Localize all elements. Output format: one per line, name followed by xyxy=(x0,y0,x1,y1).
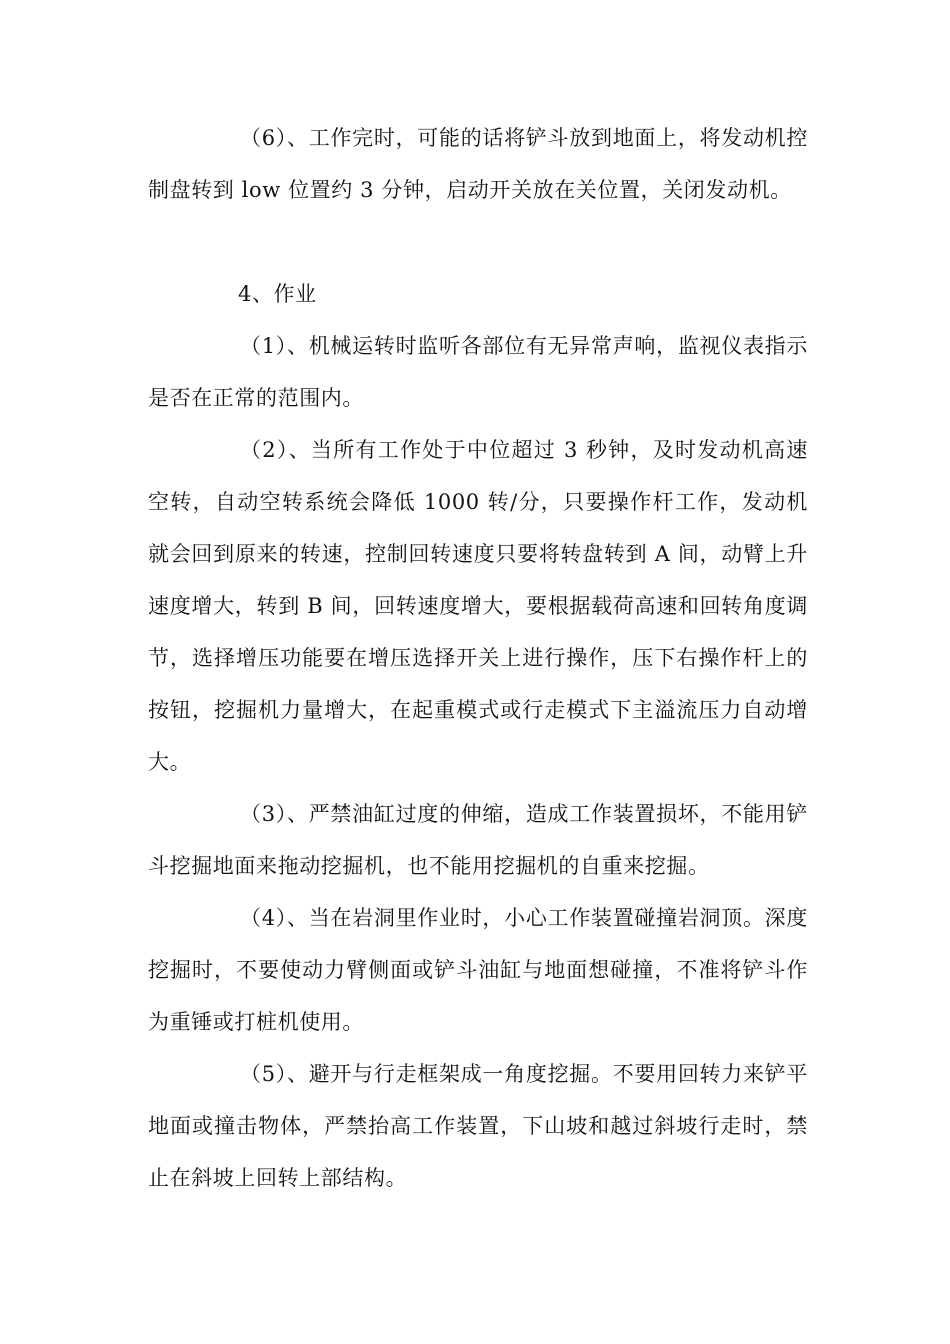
section-heading-operation: 4、作业 xyxy=(238,282,317,306)
paragraph-op-4: （4）、当在岩洞里作业时，小心工作装置碰撞岩洞顶。深度挖掘时，不要使动力臂侧面或铲斗油缸与地面想碰撞，不准将铲斗作为重锤或打桩机使用。 xyxy=(148,906,808,1034)
paragraph-op-5: （5）、避开与行走框架成一角度挖掘。不要用回转力来铲平地面或撞击物体，严禁抬高工作装置，下山坡和越过斜坡行走时，禁止在斜坡上回转上部结构。 xyxy=(148,1062,808,1190)
paragraph-op-1: （1）、机械运转时监听各部位有无异常声响，监视仪表指示是否在正常的范围内。 xyxy=(148,334,808,410)
paragraph-op-2: （2）、当所有工作处于中位超过 3 秒钟，及时发动机高速空转，自动空转系统会降低 1000 转/分，只要操作杆工作，发动机就会回到原来的转速，控制回转速度只要将转盘转到 A 间，动臂上升速度增大，转到 B 间，回转速度增大，要根据载荷高速和回转角度调节，选择增压功能要在增压选择开关上进行操作，压下右操作杆上的按钮，挖掘机力量增大，在起重模式或行走模式下主溢流压力自动增大。 xyxy=(148,438,808,774)
paragraph-op-3: （3）、严禁油缸过度的伸缩，造成工作装置损坏，不能用铲斗挖掘地面来拖动挖掘机，也不能用挖掘机的自重来挖掘。 xyxy=(148,802,808,878)
paragraph-step-6: （6）、工作完时，可能的话将铲斗放到地面上，将发动机控制盘转到 low 位置约 3 分钟，启动开关放在关位置，关闭发动机。 xyxy=(148,126,808,202)
